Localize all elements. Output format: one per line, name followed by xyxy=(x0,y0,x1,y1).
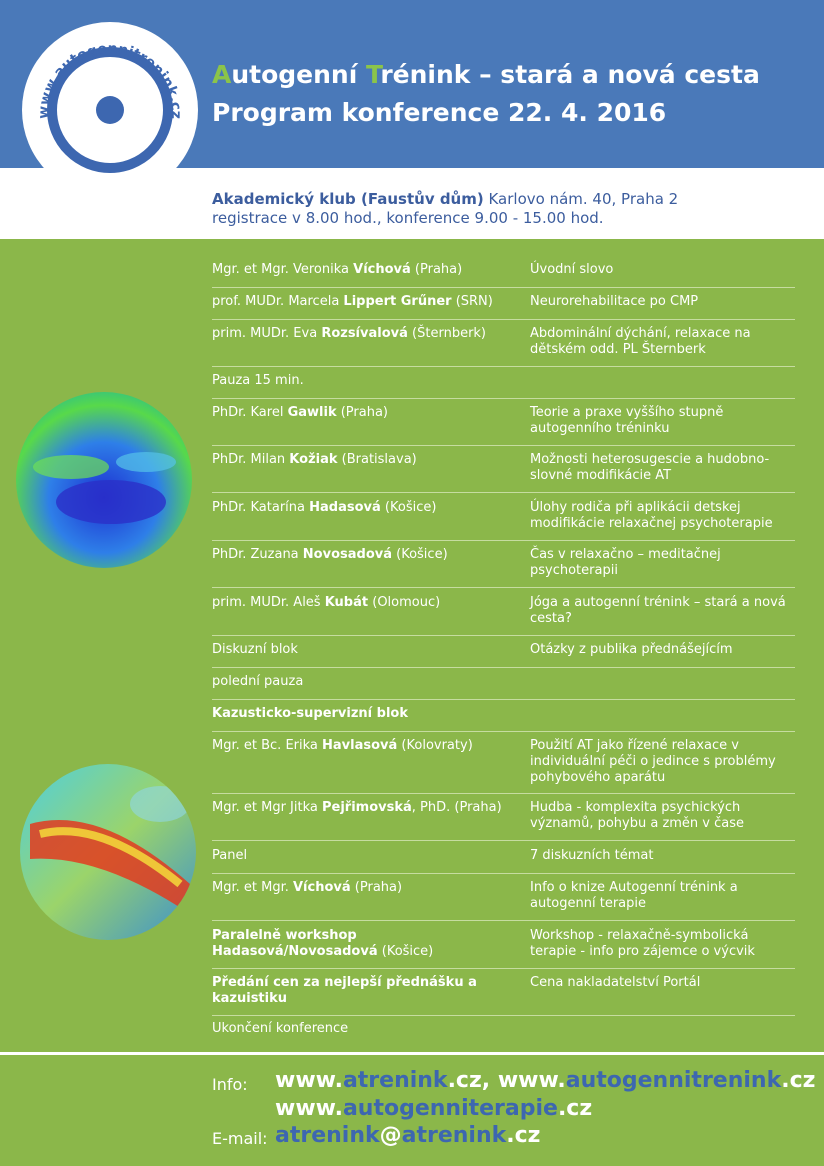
logo xyxy=(20,20,200,200)
program-row xyxy=(212,500,795,541)
program-topic: Použití AT jako řízené relaxace v individuální péči o jedince s problémy pohybového aparátu xyxy=(530,738,776,785)
program-speaker: Mgr. et Mgr Jitka Pejřimovská, PhD. (Praha) xyxy=(212,800,502,815)
program-topic: Neurorehabilitace po CMP xyxy=(530,294,699,309)
program-row xyxy=(212,547,795,588)
info-link-2[interactable]: www.autogenniterapie.cz xyxy=(275,1096,593,1121)
program-row xyxy=(212,405,795,446)
program-topic: Teorie a praxe vyššího stupně autogenního tréninku xyxy=(530,405,724,436)
program-topic: Úvodní slovo xyxy=(530,262,614,277)
program-topic: Abdominální dýchání, relaxace na dětském odd. PL Šternberk xyxy=(530,326,751,357)
program-row xyxy=(212,738,795,794)
program-topic: Workshop - relaxačně-symbolická terapie - info pro zájemce o výcvik xyxy=(530,928,755,959)
program-topic: Možnosti heterosugescie a hudobno-slovné modifikácie AT xyxy=(530,452,770,483)
program-topic: Info o knize Autogenní trénink a autogenní terapie xyxy=(530,880,738,911)
footer-divider xyxy=(0,1052,824,1055)
program-speaker: Diskuzní blok xyxy=(212,642,298,657)
program-row xyxy=(212,326,795,367)
program-speaker: Mgr. et Mgr. Veronika Víchová (Praha) xyxy=(212,262,463,277)
program-row xyxy=(212,262,795,288)
thermal-photo-1 xyxy=(16,392,192,568)
program-speaker: Mgr. et Bc. Erika Havlasová (Kolovraty) xyxy=(212,738,473,753)
program-speaker: Předání cen za nejlepší přednášku a kazuistiku xyxy=(212,975,477,1006)
program-row xyxy=(212,452,795,493)
venue-time: registrace v 8.00 hod., konference 9.00 - 15.00 hod. xyxy=(212,209,604,227)
email-label: E-mail: xyxy=(212,1129,268,1148)
program-speaker: Kazusticko-supervizní blok xyxy=(212,706,409,721)
venue-address: Akademický klub (Faustův dům) Karlovo nám. 40, Praha 2 xyxy=(212,190,679,208)
program-speaker: Panel xyxy=(212,848,248,863)
program-speaker: PhDr. Karel Gawlik (Praha) xyxy=(212,405,388,420)
program-topic: Hudba - komplexita psychických významů, pohybu a změn v čase xyxy=(530,800,745,831)
program-row xyxy=(212,928,795,969)
program-row xyxy=(212,880,795,921)
program-topic: Otázky z publika přednášejícím xyxy=(530,642,733,657)
program-speaker: PhDr. Zuzana Novosadová (Košice) xyxy=(212,547,448,562)
program-speaker: prim. MUDr. Eva Rozsívalová (Šternberk) xyxy=(212,326,487,341)
program-row xyxy=(212,294,795,320)
program-row xyxy=(212,595,795,636)
info-label: Info: xyxy=(212,1075,248,1094)
program-row xyxy=(212,373,795,399)
program-topic: Jóga a autogenní trénink – stará a nová cesta? xyxy=(530,595,786,626)
program-speaker: Pauza 15 min. xyxy=(212,373,304,388)
program-row xyxy=(212,674,795,700)
program-speaker: prof. MUDr. Marcela Lippert Grűner (SRN) xyxy=(212,294,493,309)
program-speaker: polední pauza xyxy=(212,674,304,689)
program-speaker: PhDr. Milan Kožiak (Bratislava) xyxy=(212,452,417,467)
logo-text: www.autogennitrenink.cz xyxy=(35,40,185,120)
program-topic: Cena nakladatelství Portál xyxy=(530,975,701,990)
program-row xyxy=(212,848,795,874)
program-row xyxy=(212,706,795,732)
info-link[interactable]: www.atrenink.cz, www.autogennitrenink.cz xyxy=(275,1068,816,1093)
program-topic: Úlohy rodiča při aplikácii detskej modifikácie relaxačnej psychoterapie xyxy=(530,500,773,531)
program-topic: 7 diskuzních témat xyxy=(530,848,654,863)
program-speaker: PhDr. Katarína Hadasová (Košice) xyxy=(212,500,437,515)
program-row xyxy=(212,1021,795,1041)
program-speaker: Paralelně workshop Hadasová/Novosadová (Košice) xyxy=(212,928,434,959)
program-speaker: Mgr. et Mgr. Víchová (Praha) xyxy=(212,880,403,895)
program-row xyxy=(212,642,795,668)
email-link[interactable]: atrenink@atrenink.cz xyxy=(275,1123,541,1148)
program-row xyxy=(212,975,795,1016)
thermal-photo-2 xyxy=(20,764,196,940)
program-speaker: Ukončení konference xyxy=(212,1021,349,1036)
program-row xyxy=(212,800,795,841)
program-speaker: prim. MUDr. Aleš Kubát (Olomouc) xyxy=(212,595,441,610)
page-title: Autogenní Trénink – stará a nová cesta xyxy=(212,60,760,89)
page-subtitle: Program konference 22. 4. 2016 xyxy=(212,98,667,127)
program-topic: Čas v relaxačno – meditačnej psychoterapii xyxy=(530,547,721,578)
